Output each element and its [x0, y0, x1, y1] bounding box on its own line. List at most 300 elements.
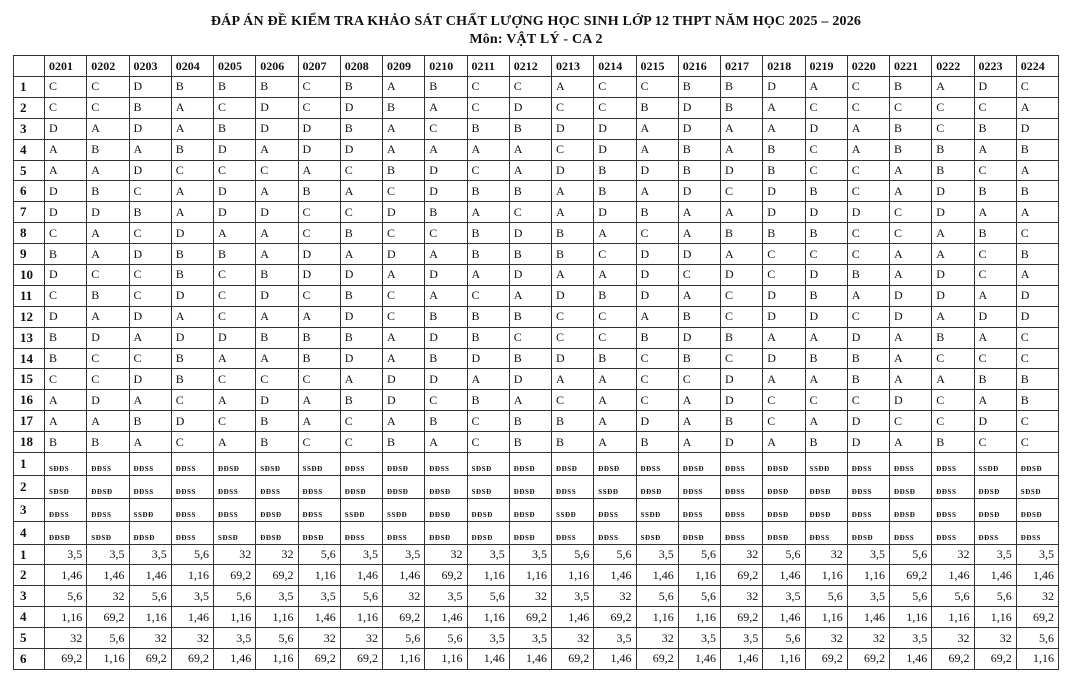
answer-cell: B — [805, 181, 847, 202]
answer-cell: 5,6 — [890, 586, 932, 607]
answer-cell: ĐĐSS — [890, 521, 932, 544]
answer-cell: C — [171, 390, 213, 411]
answer-cell: B — [594, 285, 636, 306]
answer-cell: 69,2 — [932, 649, 974, 670]
answer-cell: A — [678, 202, 720, 223]
answer-cell: 69,2 — [129, 649, 171, 670]
exam-code-header: 0210 — [425, 56, 467, 77]
answer-cell: 5,6 — [87, 628, 129, 649]
answer-cell: 1,16 — [45, 607, 87, 628]
answer-cell: A — [974, 202, 1016, 223]
answer-cell: 32 — [932, 544, 974, 565]
answer-cell: B — [763, 139, 805, 160]
answer-cell: C — [594, 306, 636, 327]
answer-cell: 1,16 — [890, 607, 932, 628]
answer-cell: D — [678, 118, 720, 139]
answer-cell: B — [721, 411, 763, 432]
answer-cell: C — [805, 390, 847, 411]
answer-cell: C — [467, 432, 509, 453]
answer-cell: C — [1016, 77, 1058, 98]
answer-cell: 5,6 — [678, 586, 720, 607]
answer-cell: 1,46 — [171, 607, 213, 628]
answer-cell: B — [890, 77, 932, 98]
answer-cell: A — [552, 202, 594, 223]
exam-code-header: 0216 — [678, 56, 720, 77]
answer-cell: 32 — [721, 544, 763, 565]
answer-cell: SĐSĐ — [1016, 475, 1058, 498]
multiple-choice-row — [14, 118, 1059, 139]
answer-cell: C — [890, 97, 932, 118]
multiple-choice-row — [14, 265, 1059, 286]
exam-code-header: 0220 — [847, 56, 889, 77]
answer-cell: C — [509, 77, 551, 98]
answer-cell: 5,6 — [805, 586, 847, 607]
answer-cell: ĐĐSS — [636, 453, 678, 476]
question-number: 18 — [14, 432, 45, 453]
question-number: 8 — [14, 223, 45, 244]
answer-cell: C — [425, 118, 467, 139]
answer-cell: 3,5 — [509, 544, 551, 565]
answer-cell: 3,5 — [678, 628, 720, 649]
answer-cell: D — [298, 244, 340, 265]
answer-cell: C — [87, 348, 129, 369]
answer-cell: A — [87, 244, 129, 265]
answer-cell: 3,5 — [129, 544, 171, 565]
answer-cell: 1,46 — [87, 565, 129, 586]
answer-cell: C — [932, 348, 974, 369]
answer-cell: A — [45, 160, 87, 181]
answer-cell: A — [45, 390, 87, 411]
answer-cell: C — [932, 390, 974, 411]
answer-cell: A — [87, 118, 129, 139]
answer-cell: D — [383, 390, 425, 411]
answer-cell: A — [467, 202, 509, 223]
answer-cell: 32 — [847, 628, 889, 649]
answer-cell: ĐĐSS — [721, 475, 763, 498]
answer-cell: B — [721, 327, 763, 348]
answer-cell: 1,46 — [890, 649, 932, 670]
answer-cell: ĐĐSĐ — [383, 475, 425, 498]
answer-cell: C — [214, 285, 256, 306]
answer-cell: ĐĐSS — [298, 498, 340, 521]
answer-cell: 5,6 — [763, 628, 805, 649]
answer-cell: C — [890, 202, 932, 223]
answer-cell: A — [678, 390, 720, 411]
answer-cell: B — [509, 306, 551, 327]
answer-cell: ĐĐSĐ — [763, 521, 805, 544]
exam-code-header: 0205 — [214, 56, 256, 77]
answer-cell: ĐĐSS — [552, 475, 594, 498]
answer-cell: A — [890, 244, 932, 265]
answer-cell: C — [340, 432, 382, 453]
answer-cell: C — [129, 265, 171, 286]
answer-cell: B — [594, 160, 636, 181]
answer-cell: B — [974, 223, 1016, 244]
answer-cell: 32 — [298, 628, 340, 649]
answer-cell: A — [890, 432, 932, 453]
answer-cell: B — [509, 244, 551, 265]
answer-cell: A — [425, 97, 467, 118]
answer-cell: B — [932, 432, 974, 453]
answer-cell: 3,5 — [721, 628, 763, 649]
answer-cell: ĐĐSĐ — [87, 475, 129, 498]
question-number: 5 — [14, 628, 45, 649]
answer-cell: B — [847, 348, 889, 369]
answer-cell: D — [636, 411, 678, 432]
answer-cell: ĐĐSS — [932, 498, 974, 521]
answer-cell: ĐĐSĐ — [256, 521, 298, 544]
answer-cell: 5,6 — [1016, 628, 1058, 649]
answer-cell: C — [678, 369, 720, 390]
answer-cell: 3,5 — [974, 544, 1016, 565]
answer-cell: 32 — [1016, 586, 1058, 607]
answer-cell: A — [594, 223, 636, 244]
answer-cell: B — [1016, 369, 1058, 390]
answer-cell: 32 — [340, 628, 382, 649]
answer-cell: 1,46 — [509, 649, 551, 670]
answer-cell: C — [847, 97, 889, 118]
answer-cell: A — [171, 306, 213, 327]
answer-cell: 69,2 — [805, 649, 847, 670]
answer-cell: D — [678, 327, 720, 348]
answer-cell: ĐĐSĐ — [1016, 453, 1058, 476]
answer-cell: ĐĐSĐ — [509, 475, 551, 498]
answer-cell: 69,2 — [1016, 607, 1058, 628]
answer-cell: A — [383, 327, 425, 348]
answer-cell: D — [974, 306, 1016, 327]
answer-cell: B — [425, 306, 467, 327]
answer-cell: C — [721, 348, 763, 369]
answer-cell: 3,5 — [214, 628, 256, 649]
answer-cell: D — [129, 77, 171, 98]
answer-cell: B — [87, 139, 129, 160]
answer-cell: 1,16 — [425, 649, 467, 670]
answer-cell: 32 — [932, 628, 974, 649]
answer-cell: 3,5 — [1016, 544, 1058, 565]
answer-cell: D — [552, 118, 594, 139]
answer-cell: SĐSĐ — [214, 521, 256, 544]
answer-cell: 32 — [129, 628, 171, 649]
answer-cell: B — [340, 223, 382, 244]
answer-cell: C — [425, 223, 467, 244]
answer-cell: 5,6 — [467, 586, 509, 607]
answer-cell: 1,46 — [678, 649, 720, 670]
answer-cell: D — [636, 244, 678, 265]
answer-cell: D — [256, 390, 298, 411]
answer-cell: B — [805, 285, 847, 306]
answer-cell: A — [805, 411, 847, 432]
answer-cell: D — [890, 285, 932, 306]
answer-cell: 3,5 — [256, 586, 298, 607]
answer-cell: B — [467, 306, 509, 327]
answer-cell: A — [256, 348, 298, 369]
answer-cell: B — [425, 77, 467, 98]
answer-cell: D — [932, 181, 974, 202]
answer-cell: ĐĐSS — [847, 475, 889, 498]
answer-cell: A — [129, 432, 171, 453]
answer-cell: A — [129, 139, 171, 160]
answer-cell: D — [932, 265, 974, 286]
answer-cell: A — [87, 223, 129, 244]
answer-cell: ĐĐSS — [214, 475, 256, 498]
answer-cell: 5,6 — [636, 586, 678, 607]
answer-cell: D — [847, 327, 889, 348]
answer-cell: D — [509, 223, 551, 244]
answer-cell: C — [1016, 432, 1058, 453]
answer-cell: ĐĐSS — [594, 521, 636, 544]
answer-cell: C — [805, 97, 847, 118]
answer-cell: A — [678, 411, 720, 432]
answer-cell: D — [298, 118, 340, 139]
answer-cell: 1,16 — [509, 565, 551, 586]
answer-cell: A — [298, 390, 340, 411]
answer-cell: SSĐĐ — [974, 453, 1016, 476]
answer-cell: A — [721, 118, 763, 139]
answer-cell: A — [552, 181, 594, 202]
answer-cell: D — [171, 411, 213, 432]
answer-cell: D — [214, 327, 256, 348]
answer-cell: B — [974, 369, 1016, 390]
answer-cell: ĐĐSS — [171, 475, 213, 498]
answer-cell: B — [171, 139, 213, 160]
answer-cell: 5,6 — [256, 628, 298, 649]
answer-cell: ĐĐSĐ — [974, 475, 1016, 498]
answer-cell: ĐĐSS — [171, 453, 213, 476]
answer-cell: 1,46 — [1016, 565, 1058, 586]
exam-code-header: 0202 — [87, 56, 129, 77]
answer-cell: A — [171, 181, 213, 202]
answer-cell: B — [636, 97, 678, 118]
multiple-choice-row — [14, 77, 1059, 98]
answer-cell: D — [890, 390, 932, 411]
true-false-row — [14, 475, 1059, 498]
answer-cell: A — [87, 160, 129, 181]
answer-cell: ĐĐSS — [805, 521, 847, 544]
answer-cell: C — [340, 202, 382, 223]
answer-cell: B — [721, 97, 763, 118]
answer-cell: A — [1016, 97, 1058, 118]
answer-cell: 1,16 — [87, 649, 129, 670]
answer-cell: A — [340, 244, 382, 265]
answer-cell: 69,2 — [383, 607, 425, 628]
answer-cell: 32 — [87, 586, 129, 607]
answer-cell: C — [45, 223, 87, 244]
answer-cell: 5,6 — [214, 586, 256, 607]
answer-cell: C — [847, 181, 889, 202]
answer-cell: D — [340, 139, 382, 160]
answer-cell: D — [298, 139, 340, 160]
answer-cell: A — [214, 348, 256, 369]
question-number: 2 — [14, 97, 45, 118]
answer-cell: A — [890, 160, 932, 181]
answer-cell: D — [636, 265, 678, 286]
answer-cell: ĐĐSS — [425, 453, 467, 476]
answer-cell: A — [636, 181, 678, 202]
answer-cell: ĐĐSĐ — [509, 498, 551, 521]
answer-cell: SĐSĐ — [45, 475, 87, 498]
corner-cell — [14, 56, 45, 77]
answer-cell: D — [721, 369, 763, 390]
answer-cell: 1,16 — [298, 565, 340, 586]
answer-cell: 69,2 — [509, 607, 551, 628]
answer-cell: C — [298, 202, 340, 223]
answer-cell: C — [636, 348, 678, 369]
answer-cell: C — [636, 77, 678, 98]
page-title: ĐÁP ÁN ĐỀ KIỂM TRA KHẢO SÁT CHẤT LƯỢNG HỌC SINH LỚP 12 THPT NĂM HỌC 2025 – 2026 — [210, 14, 862, 29]
multiple-choice-row — [14, 139, 1059, 160]
answer-cell: B — [678, 139, 720, 160]
answer-cell: B — [87, 181, 129, 202]
answer-cell: A — [932, 369, 974, 390]
multiple-choice-row — [14, 348, 1059, 369]
answer-cell: B — [45, 432, 87, 453]
answer-cell: C — [974, 432, 1016, 453]
answer-cell: B — [1016, 244, 1058, 265]
answer-cell: 3,5 — [594, 628, 636, 649]
answer-cell: D — [594, 139, 636, 160]
answer-cell: A — [847, 118, 889, 139]
answer-cell: D — [1016, 118, 1058, 139]
answer-cell: A — [721, 202, 763, 223]
answer-cell: ĐĐSS — [890, 453, 932, 476]
answer-cell: 1,16 — [383, 649, 425, 670]
answer-cell: C — [1016, 223, 1058, 244]
answer-cell: C — [383, 285, 425, 306]
answer-cell: B — [340, 327, 382, 348]
answer-cell: C — [721, 285, 763, 306]
answer-cell: C — [974, 160, 1016, 181]
exam-code-header: 0214 — [594, 56, 636, 77]
answer-cell: ĐĐSS — [256, 475, 298, 498]
answer-cell: C — [1016, 327, 1058, 348]
answer-cell: 5,6 — [763, 544, 805, 565]
answer-cell: D — [171, 285, 213, 306]
answer-cell: 69,2 — [974, 649, 1016, 670]
answer-cell: A — [256, 139, 298, 160]
answer-cell: ĐĐSĐ — [425, 498, 467, 521]
answer-cell: 69,2 — [721, 607, 763, 628]
answer-cell: 1,16 — [552, 565, 594, 586]
answer-cell: C — [763, 390, 805, 411]
answer-cell: SĐSĐ — [87, 521, 129, 544]
answer-cell: B — [383, 160, 425, 181]
answer-cell: D — [509, 265, 551, 286]
answer-cell: C — [214, 160, 256, 181]
answer-cell: A — [974, 285, 1016, 306]
answer-cell: ĐĐSĐ — [425, 521, 467, 544]
true-false-row — [14, 498, 1059, 521]
answer-cell: D — [552, 348, 594, 369]
question-number: 2 — [14, 475, 45, 498]
answer-cell: A — [256, 181, 298, 202]
answer-cell: C — [129, 223, 171, 244]
answer-cell: SSĐĐ — [636, 498, 678, 521]
answer-cell: A — [298, 411, 340, 432]
answer-cell: B — [425, 411, 467, 432]
answer-cell: 1,16 — [129, 607, 171, 628]
answer-cell: A — [171, 118, 213, 139]
answer-cell: C — [509, 202, 551, 223]
answer-cell: D — [87, 327, 129, 348]
answer-cell: B — [256, 411, 298, 432]
answer-cell: A — [340, 369, 382, 390]
answer-cell: A — [721, 139, 763, 160]
answer-cell: 69,2 — [214, 565, 256, 586]
answer-cell: A — [847, 139, 889, 160]
answer-cell: A — [805, 327, 847, 348]
multiple-choice-row — [14, 369, 1059, 390]
answer-cell: SSĐĐ — [552, 498, 594, 521]
answer-cell: SSĐĐ — [383, 498, 425, 521]
answer-cell: A — [594, 369, 636, 390]
answer-cell: 5,6 — [298, 544, 340, 565]
answer-cell: C — [256, 369, 298, 390]
answer-cell: C — [636, 223, 678, 244]
answer-cell: ĐĐSS — [932, 475, 974, 498]
answer-cell: D — [763, 202, 805, 223]
answer-cell: B — [467, 244, 509, 265]
answer-cell: A — [890, 265, 932, 286]
answer-cell: C — [763, 244, 805, 265]
answer-cell: A — [594, 265, 636, 286]
answer-cell: D — [425, 181, 467, 202]
answer-cell: B — [298, 327, 340, 348]
answer-cell: C — [129, 285, 171, 306]
answer-cell: SSĐĐ — [805, 453, 847, 476]
answer-cell: ĐĐSĐ — [594, 453, 636, 476]
answer-cell: B — [467, 181, 509, 202]
answer-cell: C — [214, 97, 256, 118]
answer-cell: ĐĐSĐ — [129, 521, 171, 544]
answer-cell: B — [636, 202, 678, 223]
answer-cell: C — [467, 411, 509, 432]
answer-cell: 5,6 — [974, 586, 1016, 607]
answer-cell: D — [763, 348, 805, 369]
answer-cell: C — [87, 97, 129, 118]
answer-cell: C — [214, 306, 256, 327]
exam-code-header: 0215 — [636, 56, 678, 77]
answer-cell: ĐĐSS — [932, 521, 974, 544]
exam-code-header: 0212 — [509, 56, 551, 77]
answer-cell: B — [594, 181, 636, 202]
exam-code-header: 0209 — [383, 56, 425, 77]
exam-code-header: 0221 — [890, 56, 932, 77]
answer-cell: B — [45, 244, 87, 265]
answer-cell: D — [425, 327, 467, 348]
question-number: 3 — [14, 586, 45, 607]
answer-cell: 32 — [594, 586, 636, 607]
answer-cell: B — [87, 285, 129, 306]
true-false-row — [14, 453, 1059, 476]
answer-cell: B — [721, 77, 763, 98]
answer-key-table — [13, 55, 1059, 670]
answer-cell: D — [340, 348, 382, 369]
answer-cell: A — [552, 265, 594, 286]
answer-cell: B — [87, 432, 129, 453]
answer-cell: C — [383, 181, 425, 202]
answer-cell: B — [932, 327, 974, 348]
answer-cell: A — [763, 432, 805, 453]
answer-cell: C — [847, 390, 889, 411]
answer-cell: C — [298, 285, 340, 306]
exam-code-header: 0218 — [763, 56, 805, 77]
answer-cell: ĐĐSĐ — [890, 498, 932, 521]
answer-cell: A — [932, 306, 974, 327]
answer-cell: 3,5 — [509, 628, 551, 649]
answer-cell: B — [467, 390, 509, 411]
answer-cell: 1,46 — [594, 565, 636, 586]
answer-cell: B — [171, 348, 213, 369]
